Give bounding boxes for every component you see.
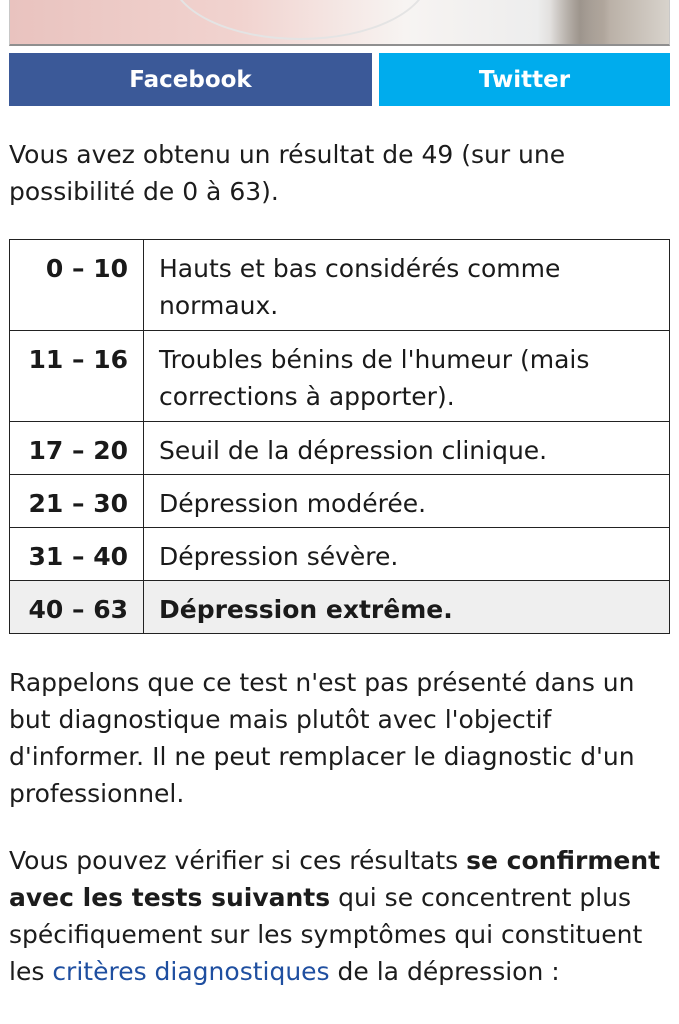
- followup-intro: Vous pouvez vérifier si ces résultats: [9, 846, 467, 875]
- table-row: [10, 240, 670, 331]
- score-description: Seuil de la dépression clinique.: [144, 422, 670, 475]
- score-description: Hauts et bas considérés comme normaux.: [144, 240, 670, 331]
- disclaimer-text: Rappelons que ce test n'est pas présenté dans un but diagnostique mais plutôt avec l'objectif d'informer. Il ne peut remplacer le diagnostic d'un professionnel.: [9, 668, 635, 808]
- facebook-share-button[interactable]: Facebook: [9, 53, 372, 106]
- table-row: [10, 475, 670, 528]
- hero-image-curve: [170, 0, 430, 40]
- hero-image-shade: [550, 0, 610, 46]
- score-range: 40 – 63: [10, 581, 144, 634]
- followup-bold: se confirment avec les tests suivants: [9, 846, 661, 912]
- score-table: [9, 239, 670, 634]
- followup-end: de la dépression :: [329, 957, 560, 986]
- twitter-share-button[interactable]: Twitter: [379, 53, 670, 106]
- score-range: 17 – 20: [10, 422, 144, 475]
- followup-middle: qui se concentrent plus spécifiquement sur les symptômes qui constituent les: [9, 883, 643, 986]
- result-text: Vous avez obtenu un résultat de 49 (sur une possibilité de 0 à 63).: [9, 140, 566, 206]
- score-range: 31 – 40: [10, 528, 144, 581]
- diagnostic-criteria-link[interactable]: critères diagnostiques: [52, 957, 330, 986]
- score-range: 11 – 16: [10, 331, 144, 422]
- table-row-highlighted: [10, 581, 670, 634]
- table-row: [10, 422, 670, 475]
- score-range: 21 – 30: [10, 475, 144, 528]
- score-description: Dépression extrême.: [144, 581, 670, 634]
- table-row: [10, 331, 670, 422]
- followup-text: [9, 842, 671, 990]
- score-description: Troubles bénins de l'humeur (mais corrections à apporter).: [144, 331, 670, 422]
- share-bar: [9, 53, 670, 106]
- score-description: Dépression modérée.: [144, 475, 670, 528]
- score-range: 0 – 10: [10, 240, 144, 331]
- score-description: Dépression sévère.: [144, 528, 670, 581]
- table-row: [10, 528, 670, 581]
- hero-image: [9, 0, 670, 46]
